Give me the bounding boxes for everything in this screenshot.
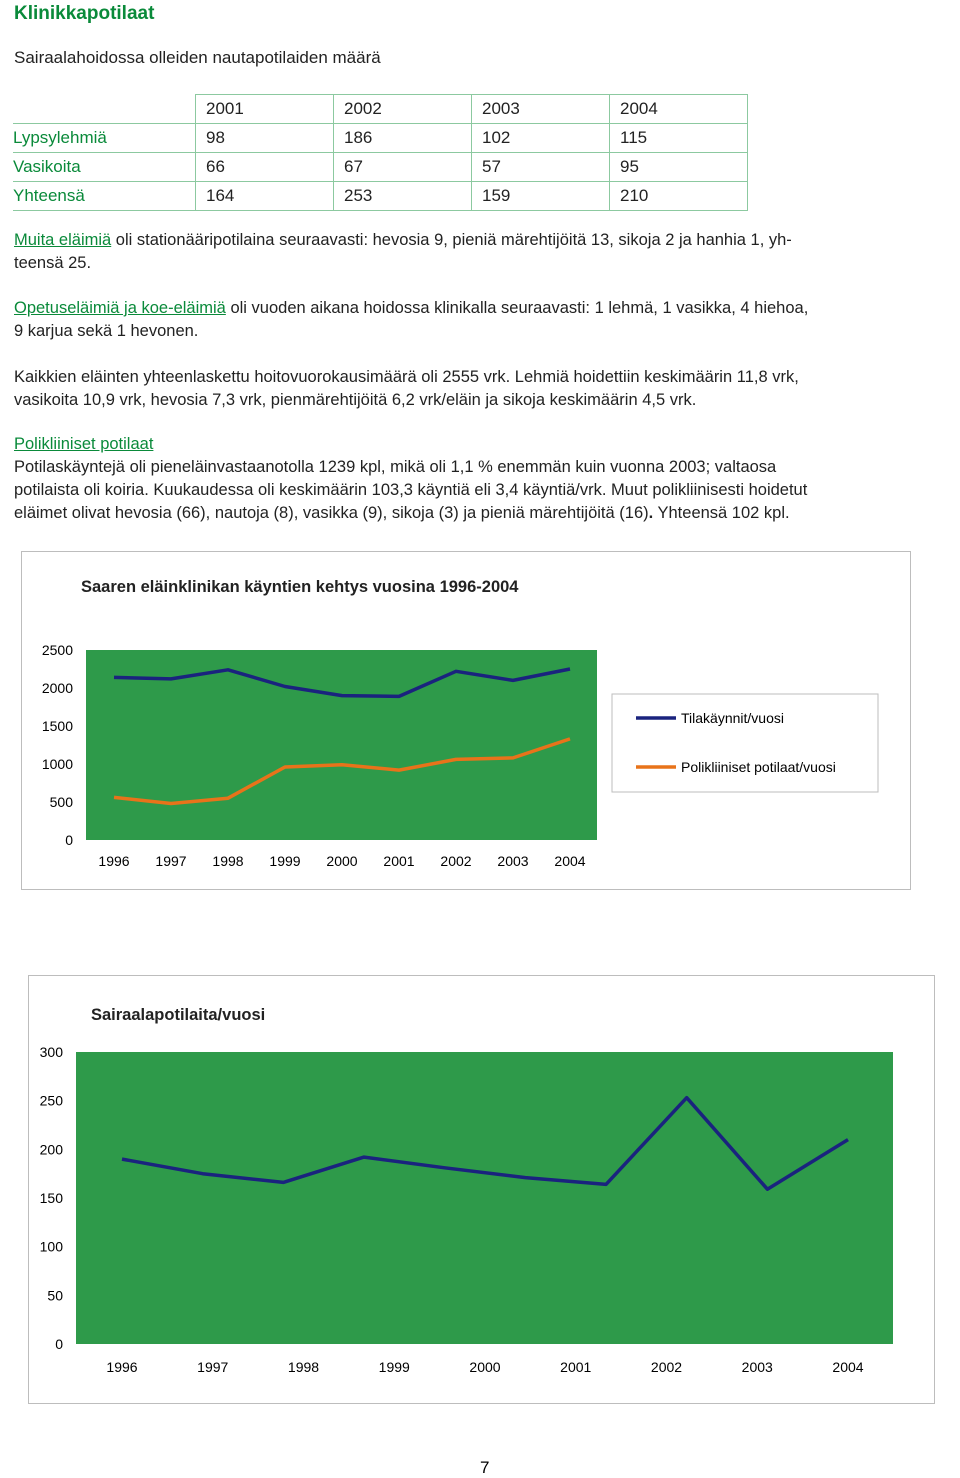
- y-tick-label: 2500: [41, 642, 73, 658]
- x-tick-label: 2003: [741, 1359, 773, 1375]
- x-tick-label: 2001: [383, 853, 415, 869]
- table-cell: 159: [472, 182, 610, 211]
- x-tick-label: 1996: [98, 853, 130, 869]
- paragraph-text: Potilaskäyntejä oli pieneläinvastaanotolla 1239 kpl, mikä oli 1,1 % enemmän kuin vuonna 2003; valtaosa: [14, 458, 777, 476]
- x-tick-label: 1996: [106, 1359, 138, 1375]
- table-cell: 164: [196, 182, 334, 211]
- table-year: 2003: [472, 95, 610, 124]
- x-tick-label: 2004: [832, 1359, 864, 1375]
- x-tick-label: 2000: [326, 853, 358, 869]
- y-tick-label: 100: [39, 1238, 63, 1255]
- y-tick-label: 200: [39, 1141, 63, 1158]
- x-tick-label: 2002: [650, 1359, 683, 1375]
- y-tick-label: 0: [55, 1336, 63, 1352]
- table-cell: 115: [610, 124, 748, 153]
- paragraph-text: teensä 25.: [14, 254, 92, 272]
- y-tick-label: 1500: [41, 718, 73, 734]
- table-cell: 253: [334, 182, 472, 211]
- table-year: 2002: [334, 95, 472, 124]
- x-tick-label: 1998: [212, 853, 244, 869]
- paragraph-text: .: [648, 504, 654, 522]
- x-tick-label: 2002: [440, 853, 472, 869]
- page-heading: Klinikkapotilaat: [14, 3, 155, 24]
- paragraph-text: Kaikkien eläinten yhteenlaskettu hoitovuorokausimäärä oli 2555 vrk. Lehmiä hoidettiin keskimäärin 11,8 vrk,: [14, 368, 799, 386]
- teaching-animals-link[interactable]: Opetuseläimiä ja koe-eläimiä: [14, 299, 226, 317]
- plot-area: [76, 1052, 893, 1344]
- paragraph-text: eläimet olivat hevosia (66), nautoja (8), vasikka (9), sikoja (3) ja pieniä märehtijöitä (16): [14, 504, 649, 522]
- paragraph-text: 9 karjua sekä 1 hevonen.: [14, 322, 199, 340]
- table-cell: 102: [472, 124, 610, 153]
- y-tick-label: 250: [39, 1092, 63, 1109]
- paragraph-text: potilaista oli koiria. Kuukaudessa oli keskimäärin 103,3 käyntiä eli 3,4 käyntiä/vrk. Muut polikliinisesti hoidetut: [14, 481, 808, 499]
- x-tick-label: 1997: [155, 853, 187, 869]
- row-label: Lypsylehmiä: [13, 124, 196, 153]
- x-tick-label: 2001: [560, 1359, 592, 1375]
- hospital-chart-title: Sairaalapotilaita/vuosi: [91, 1006, 266, 1024]
- y-tick-label: 1000: [41, 756, 73, 772]
- table-cell: 67: [334, 153, 472, 182]
- x-tick-label: 2003: [497, 853, 529, 869]
- y-tick-label: 150: [39, 1190, 63, 1206]
- table-cell: 57: [472, 153, 610, 182]
- paragraph-text: oli stationääripotilaina seuraavasti: hevosia 9, pieniä märehtijöitä 13, sikoja 2 ja hanhia 1, yh-: [111, 231, 792, 249]
- table-cell: 98: [196, 124, 334, 153]
- y-tick-label: 500: [49, 794, 73, 810]
- paragraph-text: vasikoita 10,9 vrk, hevosia 7,3 vrk, pienmärehtijöitä 6,2 vrk/eläin ja sikoja keskimäärin 4,5 vrk.: [14, 391, 697, 409]
- x-tick-label: 1999: [269, 853, 301, 869]
- y-tick-label: 0: [65, 832, 73, 848]
- legend-label: Tilakäynnit/vuosi: [681, 710, 784, 726]
- table-cell: 95: [610, 153, 748, 182]
- table-cell: 210: [610, 182, 748, 211]
- y-tick-label: 300: [39, 1044, 63, 1060]
- other-animals-link[interactable]: Muita eläimiä: [14, 231, 112, 249]
- table-cell: 66: [196, 153, 334, 182]
- outpatients-title: Polikliiniset potilaat: [14, 435, 154, 453]
- x-tick-label: 2004: [554, 853, 586, 869]
- x-tick-label: 1999: [378, 1359, 410, 1375]
- table-year: 2004: [610, 95, 748, 124]
- row-label: Yhteensä: [13, 182, 196, 211]
- table-caption: Sairaalahoidossa olleiden nautapotilaiden määrä: [14, 48, 381, 67]
- visits-chart-title: Saaren eläinklinikan käyntien kehtys vuosina 1996-2004: [81, 578, 519, 596]
- x-tick-label: 1997: [197, 1359, 229, 1375]
- x-tick-label: 1998: [287, 1359, 320, 1375]
- x-tick-label: 2000: [469, 1359, 501, 1375]
- legend-label: Polikliiniset potilaat/vuosi: [681, 759, 836, 775]
- page-number: 7: [480, 1458, 490, 1477]
- y-tick-label: 2000: [41, 680, 73, 696]
- table-cell: 186: [334, 124, 472, 153]
- paragraph-text: oli vuoden aikana hoidossa klinikalla seuraavasti: 1 lehmä, 1 vasikka, 4 hiehoa,: [225, 299, 809, 317]
- paragraph-text: Yhteensä 102 kpl.: [653, 504, 790, 522]
- row-label: Vasikoita: [13, 153, 196, 182]
- y-tick-label: 50: [47, 1287, 63, 1304]
- table-year: 2001: [196, 95, 334, 124]
